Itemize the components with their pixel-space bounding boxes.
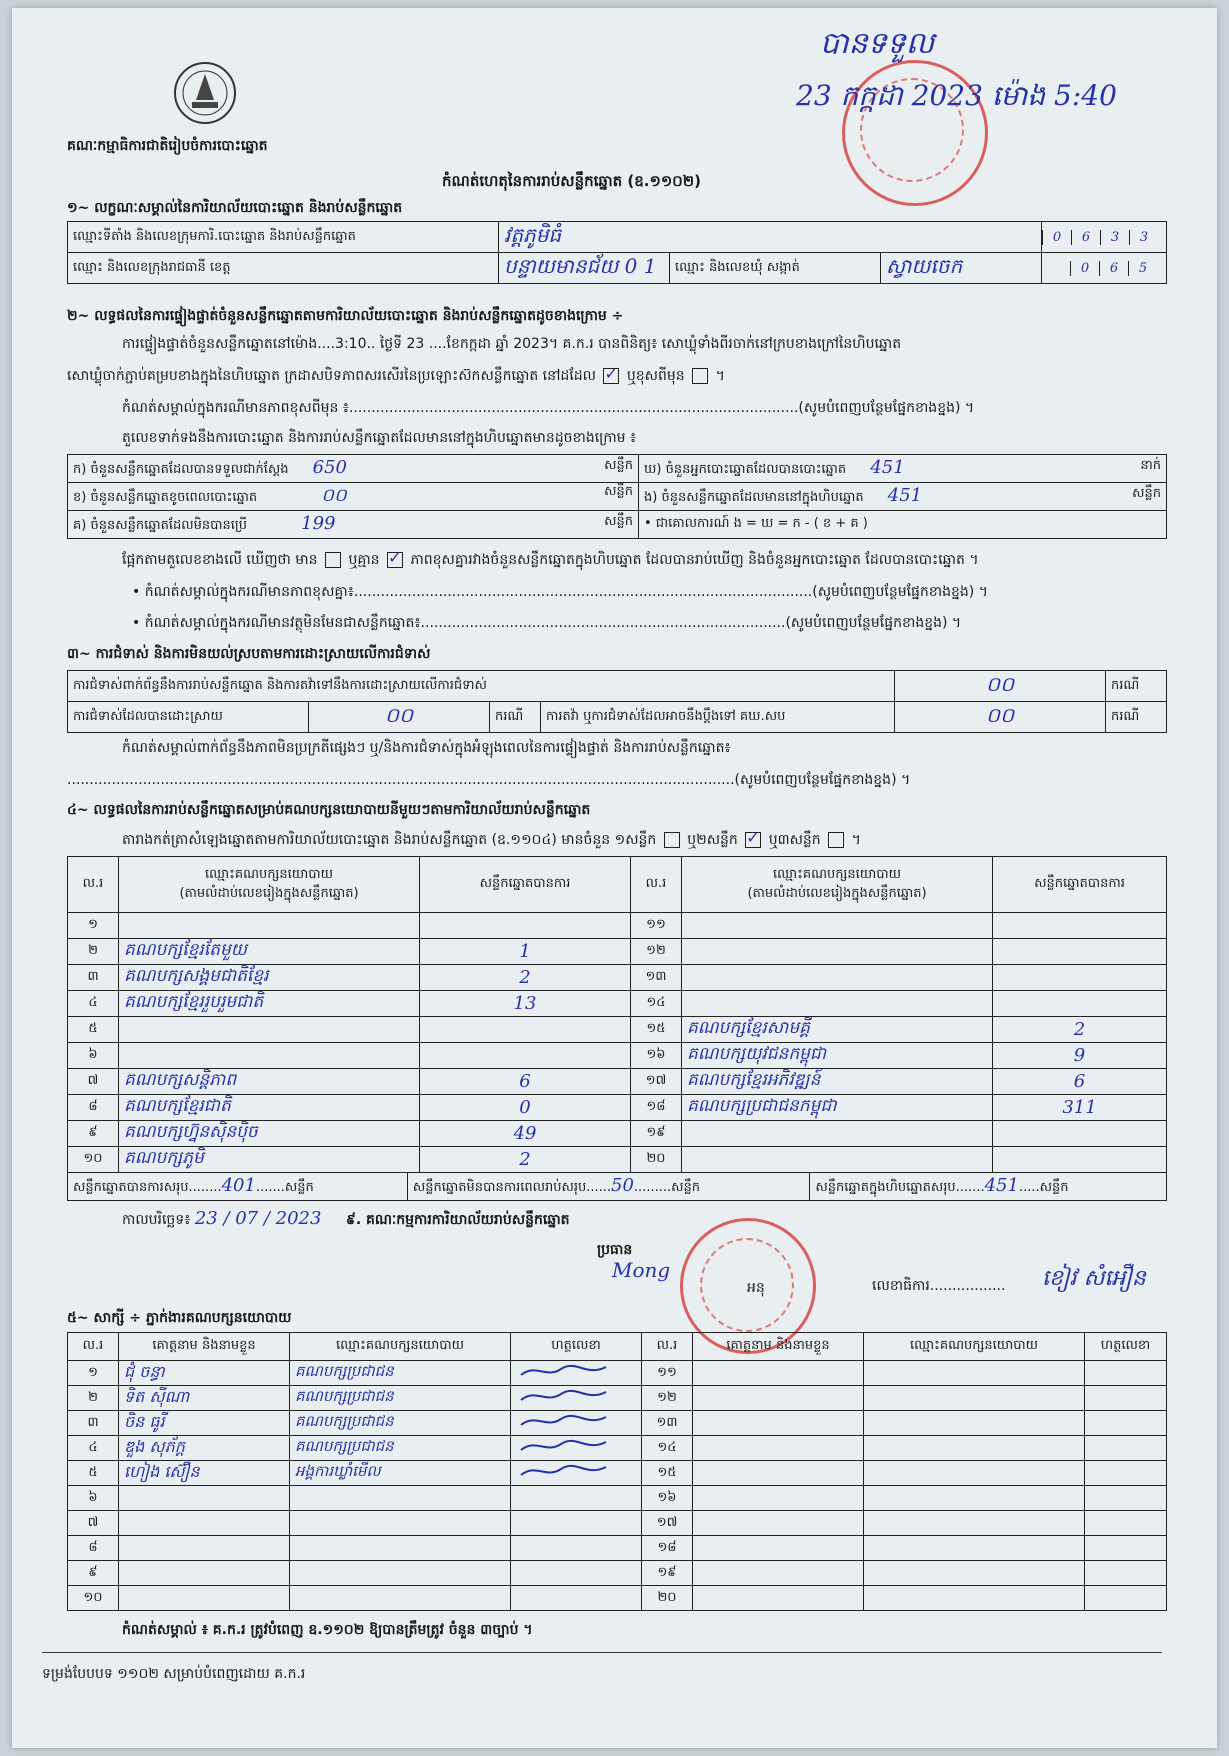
result-votes xyxy=(993,1121,1167,1147)
same-checkbox[interactable] xyxy=(603,368,619,384)
witness-row xyxy=(68,1386,1167,1411)
witness-party xyxy=(290,1486,511,1511)
witness-party: គណបក្សប្រជាជន xyxy=(290,1386,511,1411)
place-value: វត្តភូមិធំ xyxy=(499,222,1042,253)
witness-no: ១៤ xyxy=(642,1436,693,1461)
received-date: 23 កក្កដា 2023 ម៉ោង 5:40 xyxy=(796,79,1117,112)
result-no: ៨ xyxy=(68,1095,119,1121)
result-row xyxy=(68,991,1167,1017)
result-no: ១៣ xyxy=(631,965,682,991)
witness-row xyxy=(68,1361,1167,1386)
result-votes: 6 xyxy=(420,1069,631,1095)
total-invalid: សន្លឹកឆ្នោតមិនបានការពេលរាប់សរុប......50.........សន្លឹក xyxy=(407,1173,809,1201)
result-no: ១៥ xyxy=(631,1017,682,1043)
chair-signature: Mong xyxy=(612,1258,671,1282)
witness-party xyxy=(864,1561,1085,1586)
w-col-name-right: គោត្តនាម និងនាមខ្លួន xyxy=(693,1333,864,1361)
result-party: គណបក្សខ្មែរតែមួយ xyxy=(119,939,420,965)
member-label: អនុ xyxy=(747,1280,765,1296)
result-party: គណបក្សខ្មែរជាតិ xyxy=(119,1095,420,1121)
witness-party xyxy=(864,1461,1085,1486)
witness-row xyxy=(68,1486,1167,1511)
witness-no: ១០ xyxy=(68,1586,119,1611)
witness-footnote: កំណត់សម្គាល់ ៖ គ.ក.រ ត្រូវបំពេញ ឧ.១១០២ ឱ្យបានត្រឹមត្រូវ ចំនួន ៣ច្បាប់ ។ xyxy=(122,1622,533,1638)
witness-party: គណបក្សប្រជាជន xyxy=(290,1361,511,1386)
witness-no: ១៨ xyxy=(642,1536,693,1561)
result-no: ៧ xyxy=(68,1069,119,1095)
witness-party: អង្គការឃ្លាំមើល xyxy=(290,1461,511,1486)
witness-no: ៤ xyxy=(68,1436,119,1461)
witness-no: ៨ xyxy=(68,1536,119,1561)
witness-signature xyxy=(1085,1461,1167,1486)
col-votes: សន្លឹកឆ្នោតបានការ xyxy=(420,857,631,913)
witness-party xyxy=(864,1536,1085,1561)
commune-code: 0 6 5 xyxy=(1042,253,1167,284)
col-party: ឈ្មោះគណបក្សនយោបាយ (តាមលំដាប់លេខរៀងក្នុងសន្លឹកឆ្នោត) xyxy=(119,857,420,913)
result-party: គណបក្សសន្តិភាព xyxy=(119,1069,420,1095)
w-col-sign-right: ហត្ថលេខា xyxy=(1085,1333,1167,1361)
witness-signature xyxy=(511,1561,642,1586)
witness-name: ចិន ធូរី xyxy=(119,1411,290,1436)
witness-name xyxy=(119,1561,290,1586)
objections-table xyxy=(67,670,1167,733)
witness-party: គណបក្សប្រជាជន xyxy=(290,1411,511,1436)
section5-title: ៥~ សាក្សី ÷ ភ្នាក់ងារគណបក្សនយោបាយ xyxy=(67,1310,292,1326)
figure-unused: គ) ចំនួនសន្លឹកឆ្នោតដែលមិនបានប្រើ 199 សន្លឹក xyxy=(68,511,639,539)
witness-no: ៥ xyxy=(68,1461,119,1486)
no-diff-checkbox[interactable] xyxy=(387,552,403,568)
witness-party xyxy=(290,1536,511,1561)
result-row xyxy=(68,1095,1167,1121)
witness-signature xyxy=(1085,1361,1167,1386)
result-votes xyxy=(993,913,1167,939)
result-votes: 2 xyxy=(420,965,631,991)
result-party: គណបក្សហ្វ៊ុនស៊ិនប៉ិច xyxy=(119,1121,420,1147)
commune-value: ស្វាយចេក xyxy=(881,253,1042,284)
witness-signature xyxy=(511,1461,642,1486)
total-in-box: សន្លឹកឆ្នោតក្នុងហិបឆ្នោតសរុប.......451.....សន្លឹក xyxy=(810,1173,1167,1201)
result-row xyxy=(68,1043,1167,1069)
difference-note: កំណត់សម្គាល់ក្នុងករណីមានភាពខុសពីមុន ៖.....................................................................................................(សូមបំពេញបន្ថែមផ្នែកខាងខ្នង) ។ xyxy=(122,400,975,416)
result-votes: 9 xyxy=(993,1043,1167,1069)
total-valid: សន្លឹកឆ្នោតបានការសរុប........401.......សន្លឹក xyxy=(68,1173,408,1201)
result-row xyxy=(68,1147,1167,1173)
resolved-label: ការជំទាស់ដែលបានដោះស្រាយ xyxy=(68,702,309,733)
witness-party: គណបក្សប្រជាជន xyxy=(290,1436,511,1461)
witness-row xyxy=(68,1586,1167,1611)
w-col-name: គោត្តនាម និងនាមខ្លួន xyxy=(119,1333,290,1361)
section2-line1: ការផ្ទៀងផ្ទាត់ចំនួនសន្លឹកឆ្នោតនៅម៉ោង....3:10.. ថ្ងៃទី 23 ....ខែកក្កដា ឆ្នាំ 2023។ គ.ក.រ បានពិនិត្យ៖ សោឃ្លុំទាំងពីរចាក់នៅក្របខាងក្រៅនៃហិបឆ្នោត xyxy=(122,336,902,352)
witness-party xyxy=(290,1511,511,1536)
witness-row xyxy=(68,1511,1167,1536)
witness-signature xyxy=(511,1361,642,1386)
witness-name xyxy=(119,1486,290,1511)
witness-signature xyxy=(511,1511,642,1536)
col-votes-right: សន្លឹកឆ្នោតបានការ xyxy=(993,857,1167,913)
result-no: ១០ xyxy=(68,1147,119,1173)
witness-table xyxy=(67,1332,1167,1611)
witness-no: ២ xyxy=(68,1386,119,1411)
figure-in-box: ង) ចំនួនសន្លឹកឆ្នោតដែលមាននៅក្នុងហិបឆ្នោត 451 សន្លឹក xyxy=(639,483,1167,511)
col-no: ល.រ xyxy=(68,857,119,913)
resolved-count: ០០ xyxy=(309,702,490,733)
formula-note: • ជាគោលការណ៍ ង = ឃ = ក - ( ខ + គ ) xyxy=(639,511,1167,539)
witness-signature xyxy=(1085,1586,1167,1611)
result-party: គណបក្សខ្មែររួបរួមជាតិ xyxy=(119,991,420,1017)
witness-row xyxy=(68,1436,1167,1461)
witness-no: ១៥ xyxy=(642,1461,693,1486)
figures-row xyxy=(68,455,1167,483)
footer-rule xyxy=(42,1652,1162,1653)
witness-row xyxy=(68,1411,1167,1436)
result-party xyxy=(682,991,993,1017)
result-row xyxy=(68,1069,1167,1095)
org-name: គណៈកម្មាធិការជាតិរៀបចំការបោះឆ្នោត xyxy=(67,138,268,154)
witness-name xyxy=(693,1486,864,1511)
emblem-logo xyxy=(170,60,240,126)
result-no: ៥ xyxy=(68,1017,119,1043)
witness-signature xyxy=(511,1386,642,1411)
compare-line: ផ្អែកតាមតួលេខខាងលើ ឃើញថា មាន ឬគ្មាន ✓ ភាពខុសគ្នារវាងចំនួនសន្លឹកឆ្នោតក្នុងហិបឆ្នោត ដែលបានរាប់ឃើញ និងចំនួនអ្នកបោះឆ្នោត ដែលបានបោះឆ្នោត ។ xyxy=(122,550,979,571)
received-note: បានទទួល xyxy=(820,26,935,61)
witness-no: ៧ xyxy=(68,1511,119,1536)
form-sheet xyxy=(12,8,1217,1748)
witness-name xyxy=(693,1361,864,1386)
result-party xyxy=(682,1121,993,1147)
witness-name: ទិត ស៊ីណា xyxy=(119,1386,290,1411)
witness-signature xyxy=(1085,1411,1167,1436)
different-checkbox[interactable] xyxy=(692,368,708,384)
result-votes xyxy=(993,965,1167,991)
witness-name xyxy=(119,1536,290,1561)
result-votes: 2 xyxy=(993,1017,1167,1043)
witness-no: ១ xyxy=(68,1361,119,1386)
section2-title: ២~ លទ្ធផលនៃការផ្ទៀងផ្ទាត់ចំនួនសន្លឹកឆ្នោតតាមការិយាល័យបោះឆ្នោត និងរាប់សន្លឹកឆ្នោតដូចខាងក្រោម ÷ xyxy=(67,308,624,324)
witness-signature xyxy=(1085,1486,1167,1511)
results-table xyxy=(67,856,1167,1173)
place-label: ឈ្មោះទីតាំង និងលេខក្រុមការិ.បោះឆ្នោត និងរាប់សន្លឹកឆ្នោត xyxy=(68,222,499,253)
result-no: ៩ xyxy=(68,1121,119,1147)
w-col-no: ល.រ xyxy=(68,1333,119,1361)
result-party xyxy=(119,913,420,939)
figures-intro: តួលេខទាក់ទងនឹងការបោះឆ្នោត និងការរាប់សន្លឹកឆ្នោតដែលមាននៅក្នុងហិបឆ្នោតមានដូចខាងក្រោម ៖ xyxy=(122,430,637,446)
has-diff-checkbox[interactable] xyxy=(325,552,341,568)
object-note: • កំណត់សម្គាល់ក្នុងករណីមានវត្ថុមិនមែនជាសន្លឹកឆ្នោត៖..................................................................................(សូមបំពេញបន្ថែមផ្នែកខាងខ្នង) ។ xyxy=(132,615,962,631)
result-votes: 13 xyxy=(420,991,631,1017)
result-no: ២០ xyxy=(631,1147,682,1173)
witness-signature xyxy=(511,1586,642,1611)
appeal-label: ការតវ៉ា ឬការជំទាស់ដែលអាចនឹងប្តឹងទៅ គឃ.សប xyxy=(541,702,895,733)
section3-title: ៣~ ការជំទាស់ និងការមិនយល់ស្របតាមការដោះស្រាយលើការជំទាស់ xyxy=(67,646,431,662)
result-row xyxy=(68,939,1167,965)
witness-party xyxy=(290,1561,511,1586)
province-value: បន្ទាយមានជ័យ 0 1 xyxy=(499,253,670,284)
result-party: គណបក្សខ្មែរសាមគ្គី xyxy=(682,1017,993,1043)
witness-no: ១៩ xyxy=(642,1561,693,1586)
result-party xyxy=(119,1017,420,1043)
figure-voters: ឃ) ចំនួនអ្នកបោះឆ្នោតដែលបានបោះឆ្នោត 451 នាក់ xyxy=(639,455,1167,483)
result-votes xyxy=(420,1017,631,1043)
result-votes: 49 xyxy=(420,1121,631,1147)
figures-row xyxy=(68,483,1167,511)
chair-label: ប្រធាន xyxy=(597,1242,633,1258)
result-no: ១ xyxy=(68,913,119,939)
witness-row xyxy=(68,1561,1167,1586)
witness-row xyxy=(68,1461,1167,1486)
witness-party xyxy=(864,1486,1085,1511)
witness-name xyxy=(693,1586,864,1611)
two-sheet-checkbox[interactable] xyxy=(745,832,761,848)
objection-unit: ករណី xyxy=(1106,671,1167,702)
form-title: កំណត់ហេតុនៃការរាប់សន្លឹកឆ្នោត (ឧ.១១០២) xyxy=(442,172,702,190)
witness-no: ៣ xyxy=(68,1411,119,1436)
witness-name xyxy=(693,1561,864,1586)
witness-no: ២០ xyxy=(642,1586,693,1611)
result-no: ១៩ xyxy=(631,1121,682,1147)
result-party xyxy=(682,939,993,965)
appeal-unit: ករណី xyxy=(1106,702,1167,733)
result-votes: 1 xyxy=(420,939,631,965)
witness-name xyxy=(693,1411,864,1436)
irregularity-note: កំណត់សម្គាល់ពាក់ព័ន្ធនឹងភាពមិនប្រក្រតីផ្សេងៗ ឬ/និងការជំទាស់ក្នុងអំឡុងពេលនៃការផ្ទៀងផ្ទាត់ និងការរាប់សន្លឹកឆ្នោត៖ xyxy=(122,740,731,756)
witness-no: ១១ xyxy=(642,1361,693,1386)
secretary-signature: ខៀវ សំអឿន xyxy=(1042,1266,1146,1291)
signature-scribble xyxy=(516,1436,616,1456)
result-no: ៣ xyxy=(68,965,119,991)
col-party-right: ឈ្មោះគណបក្សនយោបាយ (តាមលំដាប់លេខរៀងក្នុងសន្លឹកឆ្នោត) xyxy=(682,857,993,913)
result-party: គណបក្សភូមិ xyxy=(119,1147,420,1173)
result-party: គណបក្សខ្មែរអភិវឌ្ឍន៍ xyxy=(682,1069,993,1095)
signature-scribble xyxy=(516,1461,616,1481)
witness-signature xyxy=(511,1436,642,1461)
result-votes xyxy=(420,913,631,939)
witness-no: ៩ xyxy=(68,1561,119,1586)
province-label: ឈ្មោះ និងលេខក្រុងរាជធានី ខេត្ត xyxy=(68,253,499,284)
result-votes: 6 xyxy=(993,1069,1167,1095)
section4-title: ៤~ លទ្ធផលនៃការរាប់សន្លឹកឆ្នោតសម្រាប់គណបក្សនយោបាយនីមួយៗតាមការិយាល័យរាប់សន្លឹកឆ្នោត xyxy=(67,802,591,818)
place-code: 0 6 3 3 xyxy=(1042,222,1167,253)
witness-no: ១២ xyxy=(642,1386,693,1411)
results-totals xyxy=(67,1172,1167,1201)
result-no: ១១ xyxy=(631,913,682,939)
w-col-party: ឈ្មោះគណបក្សនយោបាយ xyxy=(290,1333,511,1361)
witness-name xyxy=(693,1436,864,1461)
signature-scribble xyxy=(516,1361,616,1381)
result-votes xyxy=(993,1147,1167,1173)
witness-signature xyxy=(1085,1561,1167,1586)
section1-title: ១~ លក្ខណៈសម្គាល់នៃការិយាល័យបោះឆ្នោត និងរាប់សន្លឹកឆ្នោត xyxy=(67,200,403,216)
witness-name xyxy=(693,1536,864,1561)
signature-scribble xyxy=(516,1411,616,1431)
result-no: ១២ xyxy=(631,939,682,965)
w-col-no-right: ល.រ xyxy=(642,1333,693,1361)
result-no: ១៤ xyxy=(631,991,682,1017)
result-no: ៤ xyxy=(68,991,119,1017)
tally-intro: តារាងកត់ត្រាសំឡេងឆ្នោតតាមការិយាល័យបោះឆ្នោត និងរាប់សន្លឹកឆ្នោត (ឧ.១១០៤) មានចំនួន ១សន្លឹក ឬ២សន្លឹក ✓ ឬ៣សន្លឹក ។ xyxy=(122,830,861,851)
figures-row xyxy=(68,511,1167,539)
witness-no: ៦ xyxy=(68,1486,119,1511)
result-party: គណបក្សប្រជាជនកម្ពុជា xyxy=(682,1095,993,1121)
result-no: ១៦ xyxy=(631,1043,682,1069)
w-col-party-right: ឈ្មោះគណបក្សនយោបាយ xyxy=(864,1333,1085,1361)
result-no: ១៨ xyxy=(631,1095,682,1121)
result-no: ២ xyxy=(68,939,119,965)
committee-seal-ring xyxy=(700,1238,794,1332)
result-votes: 2 xyxy=(420,1147,631,1173)
result-party xyxy=(119,1043,420,1069)
witness-party xyxy=(864,1411,1085,1436)
objection-count: ០០ xyxy=(895,671,1106,702)
result-votes xyxy=(420,1043,631,1069)
result-row xyxy=(68,913,1167,939)
witness-row xyxy=(68,1536,1167,1561)
witness-party xyxy=(864,1436,1085,1461)
result-no: ១៧ xyxy=(631,1069,682,1095)
witness-name: ហៀង ស៊ឿន xyxy=(119,1461,290,1486)
result-votes xyxy=(993,991,1167,1017)
witness-signature xyxy=(1085,1511,1167,1536)
witness-name: ឌួង សុភ័ក្ត xyxy=(119,1436,290,1461)
result-row xyxy=(68,1121,1167,1147)
witness-party xyxy=(864,1361,1085,1386)
irregularity-note-2: ......................................................................................................................................................(សូមបំពេញបន្ថែមផ្នែកខាងខ្នង) ។ xyxy=(67,772,911,788)
figure-received: ក) ចំនួនសន្លឹកឆ្នោតដែលបានទទួលជាក់ស្តែង 650 សន្លឹក xyxy=(68,455,639,483)
witness-no: ១៦ xyxy=(642,1486,693,1511)
one-sheet-checkbox[interactable] xyxy=(664,832,680,848)
result-party: គណបក្សយុវជនកម្ពុជា xyxy=(682,1043,993,1069)
witness-signature xyxy=(1085,1386,1167,1411)
witness-no: ១៧ xyxy=(642,1511,693,1536)
result-no: ៦ xyxy=(68,1043,119,1069)
witness-name xyxy=(119,1511,290,1536)
result-party xyxy=(682,965,993,991)
diff-note: • កំណត់សម្គាល់ក្នុងករណីមានភាពខុសគ្នា៖.......................................................................................................(សូមបំពេញបន្ថែមផ្នែកខាងខ្នង) ។ xyxy=(132,584,988,600)
result-votes: 0 xyxy=(420,1095,631,1121)
witness-party xyxy=(290,1586,511,1611)
witness-name xyxy=(693,1511,864,1536)
witness-name xyxy=(119,1586,290,1611)
witness-party xyxy=(864,1511,1085,1536)
witness-party xyxy=(864,1586,1085,1611)
witness-name: ជុំ ចន្ធា xyxy=(119,1361,290,1386)
witness-name xyxy=(693,1386,864,1411)
secretary-label: លេខាធិការ................. xyxy=(872,1278,1006,1294)
witness-party xyxy=(864,1386,1085,1411)
result-party xyxy=(682,1147,993,1173)
signature-scribble xyxy=(516,1386,616,1406)
witness-no: ១៣ xyxy=(642,1411,693,1436)
result-row xyxy=(68,965,1167,991)
form-footer-note: ទម្រង់បែបបទ ១១០២ សម្រាប់បំពេញដោយ គ.ក.រ xyxy=(42,1666,306,1682)
date-line: កាលបរិច្ឆេទ៖ 23 / 07 / 2023 ៩. គណៈកម្មការការិយាល័យរាប់សន្លឹកឆ្នោត xyxy=(122,1208,570,1229)
section2-line2: សោឃ្លុំចាក់ភ្ជាប់គម្របខាងក្នុងនៃហិបឆ្នោត ក្រដាសបិទភាពសរសើរនៃប្រឡោះស៊កសន្លឹកឆ្នោត នៅដដែល ✓ ឬខុសពីមុន ។ xyxy=(67,366,725,387)
figure-spoiled: ខ) ចំនួនសន្លឹកឆ្នោតខូចពេលបោះឆ្នោត ០០ សន្លឹក xyxy=(68,483,639,511)
three-sheet-checkbox[interactable] xyxy=(828,832,844,848)
commune-label: ឈ្មោះ និងលេខឃុំ សង្កាត់ xyxy=(670,253,881,284)
result-row xyxy=(68,1017,1167,1043)
witness-signature xyxy=(511,1536,642,1561)
witness-signature xyxy=(511,1411,642,1436)
witness-name xyxy=(693,1461,864,1486)
identity-table xyxy=(67,221,1167,284)
result-party: គណបក្សសង្គមជាតិខ្មែរ xyxy=(119,965,420,991)
appeal-count: ០០ xyxy=(895,702,1106,733)
result-party xyxy=(682,913,993,939)
result-votes: 311 xyxy=(993,1095,1167,1121)
col-no-right: ល.រ xyxy=(631,857,682,913)
witness-signature xyxy=(511,1486,642,1511)
w-col-sign: ហត្ថលេខា xyxy=(511,1333,642,1361)
objection-label: ការជំទាស់ពាក់ព័ន្ធនឹងការរាប់សន្លឹកឆ្នោត និងការតវ៉ាទៅនឹងការដោះស្រាយលើការជំទាស់ xyxy=(68,671,895,702)
resolved-unit: ករណី xyxy=(490,702,541,733)
witness-signature xyxy=(1085,1436,1167,1461)
ballot-figures-table xyxy=(67,454,1167,539)
result-votes xyxy=(993,939,1167,965)
witness-signature xyxy=(1085,1536,1167,1561)
